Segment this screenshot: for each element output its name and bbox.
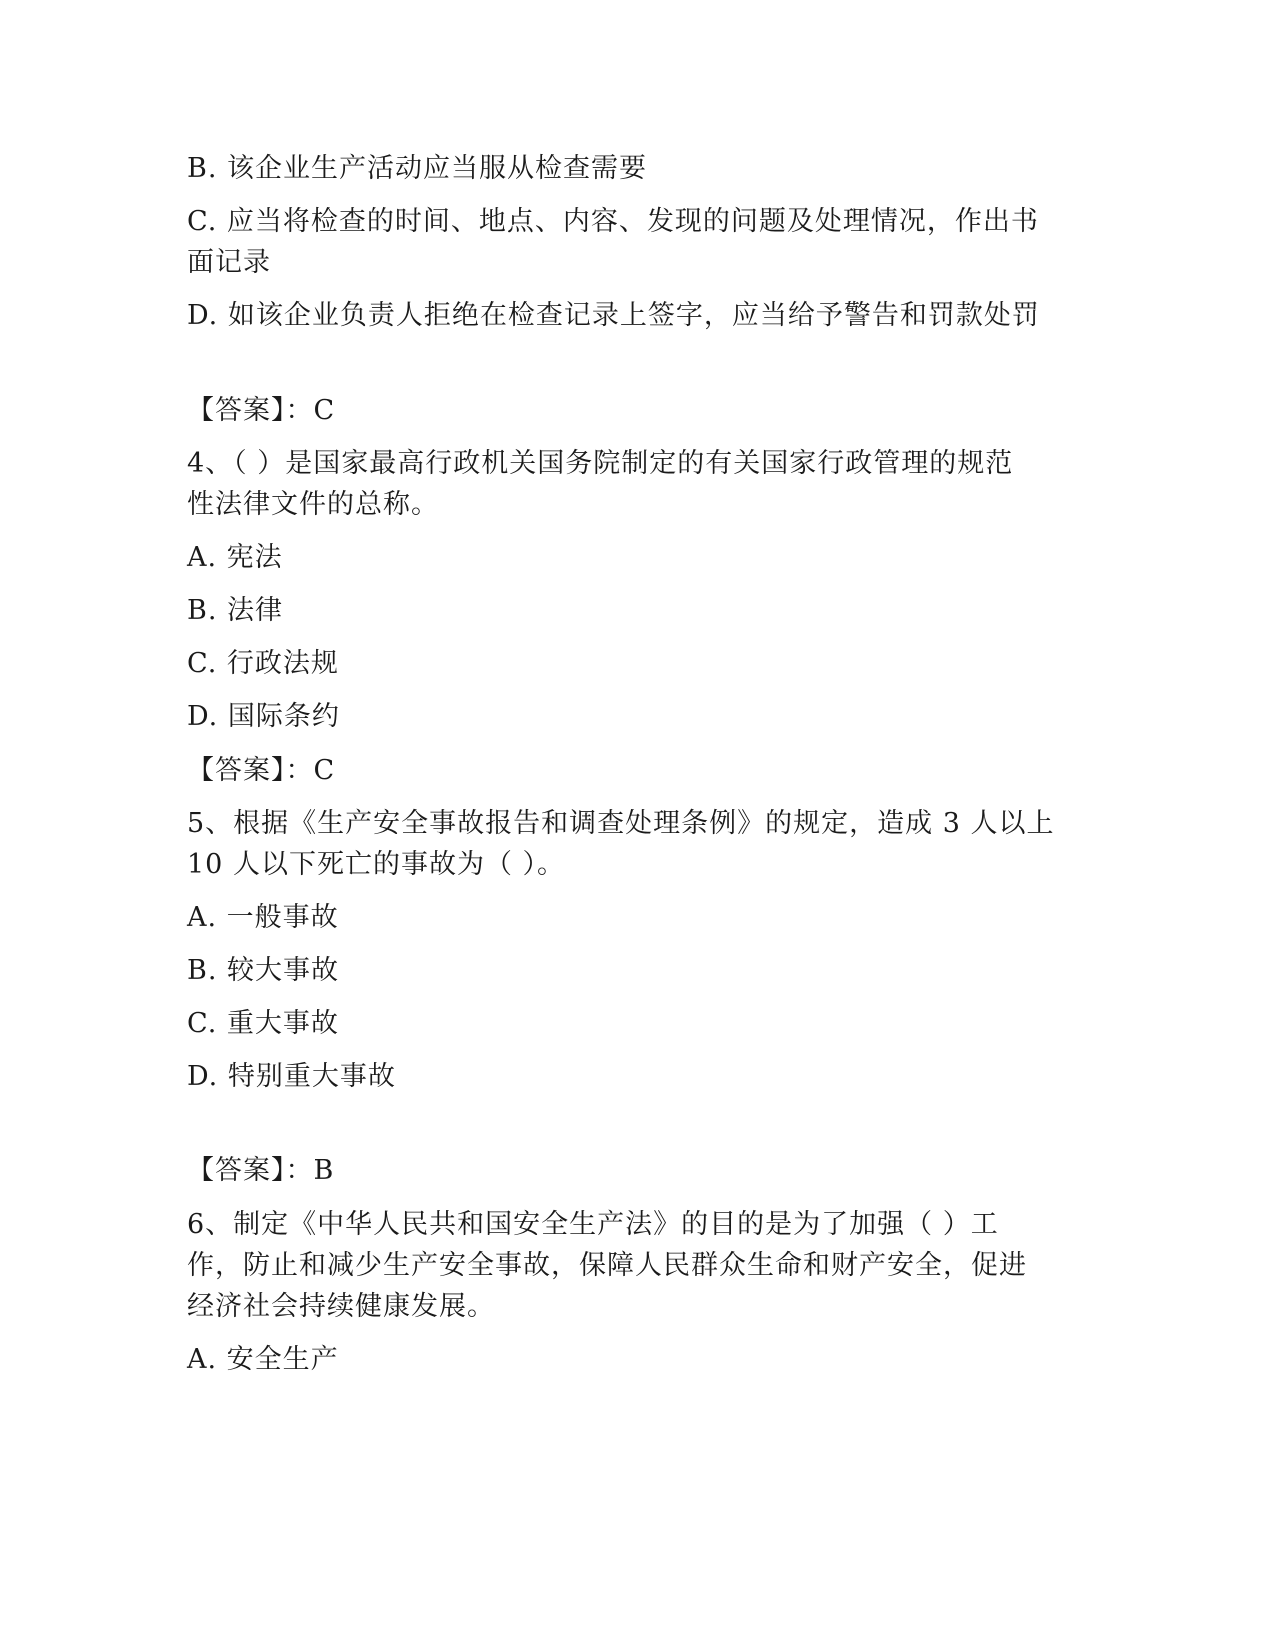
q5-stem-line1: 5、根据《生产安全事故报告和调查处理条例》的规定，造成 3 人以上 [187,808,1055,839]
q5-option-a: A. 一般事故 [187,902,339,933]
q4-stem-line2: 性法律文件的总称。 [187,489,439,520]
q5-option-c: C. 重大事故 [187,1008,339,1039]
q6-stem-line2: 作，防止和减少生产安全事故，保障人民群众生命和财产安全，促进 [187,1250,1027,1281]
q3-option-b: B. 该企业生产活动应当服从检查需要 [187,153,648,184]
q5-option-d: D. 特别重大事故 [187,1061,396,1092]
q3-option-d: D. 如该企业负责人拒绝在检查记录上签字，应当给予警告和罚款处罚 [187,300,1040,331]
q5-option-b: B. 较大事故 [187,955,340,986]
q4-option-c: C. 行政法规 [187,648,339,679]
q4-option-b: B. 法律 [187,595,284,626]
q6-stem-line3: 经济社会持续健康发展。 [187,1291,495,1322]
q3-option-c-line1: C. 应当将检查的时间、地点、内容、发现的问题及处理情况，作出书 [187,206,1039,237]
q4-stem-line1: 4、（ ）是国家最高行政机关国务院制定的有关国家行政管理的规范 [187,448,1014,479]
q4-option-a: A. 宪法 [187,542,283,573]
q6-option-a: A. 安全生产 [187,1344,339,1375]
q6-stem-line1: 6、制定《中华人民共和国安全生产法》的目的是为了加强（ ）工 [187,1209,999,1240]
q5-stem-line2: 10 人以下死亡的事故为（ ）。 [187,849,566,880]
q3-option-c-line2: 面记录 [187,247,271,278]
q5-answer: 【答案】：B [187,1155,335,1186]
q3-answer: 【答案】：C [187,395,336,426]
q4-answer: 【答案】：C [187,755,336,786]
q4-option-d: D. 国际条约 [187,701,340,732]
